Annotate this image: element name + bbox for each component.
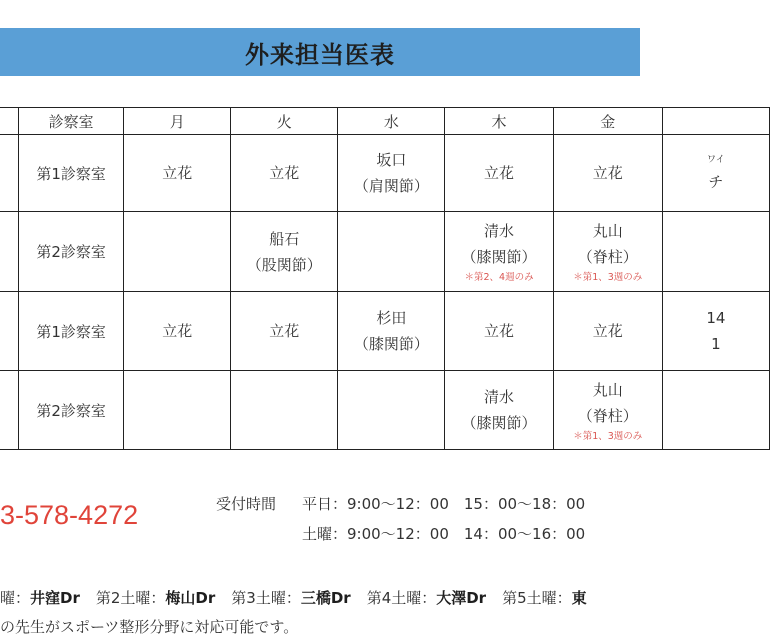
room-cell: 第1診察室 [19, 292, 124, 371]
period-cell [0, 292, 19, 371]
schedule-cell [662, 212, 769, 292]
hours-saturday-row [216, 523, 585, 553]
doctor-name: 坂口 [376, 151, 407, 169]
saturday-label: 第5土曜： [502, 589, 572, 607]
page-title: 外来担当医表 [245, 40, 395, 69]
doctor-name: 立花 [162, 322, 193, 340]
schedule-cell [553, 292, 662, 371]
schedule-cell [553, 135, 662, 212]
doctor-name: 立花 [484, 322, 515, 340]
doctor-name: ワイ [707, 155, 725, 165]
schedule-cell [662, 371, 769, 450]
doctor-name: 立花 [592, 164, 623, 182]
period-cell [0, 371, 19, 450]
hours-weekday: 平日：9:00～12：00 15：00～18：00 [302, 495, 586, 513]
doctor-name: 立花 [592, 322, 623, 340]
specialty-label: （肩関節） [353, 177, 429, 195]
period-cell [0, 135, 19, 212]
schedule-cell [231, 212, 338, 292]
doctor-name: 立花 [269, 322, 300, 340]
header-mon: 月 [124, 108, 231, 135]
doctor-name: 杉田 [376, 309, 407, 327]
doctor-name: 丸山 [592, 380, 623, 399]
room-cell: 第2診察室 [19, 371, 124, 450]
saturday-label: 第4土曜： [366, 589, 437, 607]
doctor-name: 丸山 [592, 222, 623, 240]
footer-note: の先生がスポーツ整形分野に対応可能です。 [0, 618, 299, 636]
schedule-cell [662, 292, 769, 371]
saturday-doctor-entry [96, 589, 215, 607]
schedule-cell [338, 371, 445, 450]
hours-label: 受付時間 [216, 495, 277, 513]
week-note: ＊第2、4週のみ [464, 272, 534, 283]
schedule-cell [445, 212, 553, 292]
schedule-cell [124, 135, 231, 212]
specialty-label: （脊柱） [577, 406, 638, 425]
header-fri: 金 [553, 108, 662, 135]
schedule-cell [124, 292, 231, 371]
doctor-name: 清水 [484, 222, 515, 240]
table-row [0, 292, 770, 371]
schedule-cell [231, 135, 338, 212]
schedule-cell [445, 135, 553, 212]
specialty-label: 1 [711, 335, 721, 353]
schedule-cell [662, 135, 769, 212]
table-header-row [0, 108, 770, 135]
doctor-name: 立花 [484, 164, 515, 182]
saturday-doctor-name: 東 [571, 589, 587, 607]
schedule-cell [338, 212, 445, 292]
header-period [0, 108, 19, 135]
schedule-cell [124, 371, 231, 450]
specialty-label: （膝関節） [353, 335, 429, 353]
room-cell: 第1診察室 [19, 135, 124, 212]
schedule-cell [338, 292, 445, 371]
header-room: 診察室 [19, 108, 124, 135]
title-bar [0, 28, 640, 76]
schedule-cell [445, 292, 553, 371]
schedule-cell [553, 371, 662, 450]
week-note: ＊第1、3週のみ [573, 430, 643, 442]
saturday-doctors [0, 587, 587, 608]
hours-saturday: 土曜：9:00～12：00 14：00～16：00 [302, 525, 586, 543]
saturday-doctor-entry [231, 589, 350, 607]
saturday-doctor-entry [0, 589, 80, 607]
header-thu: 木 [445, 108, 553, 135]
schedule-cell [231, 371, 338, 450]
header-sat [662, 108, 769, 135]
table-row [0, 371, 770, 450]
table-row [0, 135, 770, 212]
schedule-table [0, 107, 770, 450]
saturday-doctor-name: 大澤Dr [436, 589, 487, 607]
specialty-label: チ [708, 173, 724, 191]
doctor-name: 14 [706, 309, 726, 327]
saturday-label: 第2土曜： [95, 589, 166, 607]
doctor-name: 立花 [269, 164, 300, 182]
header-tue: 火 [231, 108, 338, 135]
saturday-doctor-name: 三橋Dr [300, 589, 351, 607]
phone-number: 3-578-4272 [0, 500, 139, 530]
doctor-name: 立花 [162, 164, 193, 182]
specialty-label: （股関節） [246, 255, 322, 274]
doctor-name: 船石 [269, 229, 300, 248]
hours-weekday-row [216, 493, 585, 523]
schedule-cell [338, 135, 445, 212]
period-cell [0, 212, 19, 292]
saturday-doctor-name: 井窪Dr [30, 589, 80, 607]
saturday-doctor-entry [502, 589, 587, 607]
schedule-cell [445, 371, 553, 450]
specialty-label: （膝関節） [461, 414, 537, 432]
saturday-doctor-name: 梅山Dr [165, 589, 216, 607]
schedule-cell [124, 212, 231, 292]
week-note: ＊第1、3週のみ [573, 272, 643, 283]
reception-hours [216, 493, 585, 553]
saturday-doctor-entry [367, 589, 486, 607]
schedule-table-wrap [0, 107, 726, 457]
specialty-label: （膝関節） [461, 248, 537, 266]
header-wed: 水 [338, 108, 445, 135]
saturday-label: 第3土曜： [231, 589, 301, 607]
schedule-cell [553, 212, 662, 292]
table-row [0, 212, 770, 292]
schedule-cell [231, 292, 338, 371]
doctor-name: 清水 [484, 388, 515, 406]
saturday-label: 曜： [0, 589, 31, 607]
room-cell: 第2診察室 [19, 212, 124, 292]
specialty-label: （脊柱） [577, 248, 638, 266]
